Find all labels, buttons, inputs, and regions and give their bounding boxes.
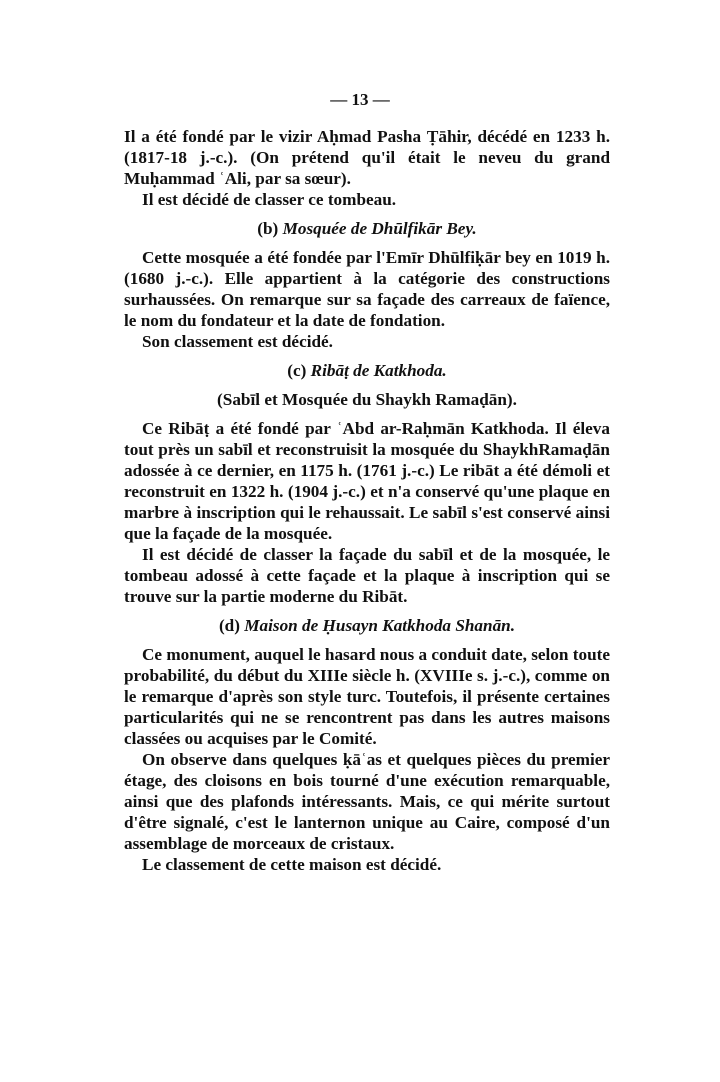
paragraph-mosque-decision: Son classement est décidé.: [142, 332, 333, 351]
body-text: [124, 126, 610, 875]
section-subheading-c: (Sabīl et Mosquée du Shaykh Ramaḍān).: [217, 390, 517, 409]
paragraph-house-dating: Ce monument, auquel le hasard nous a conduit date, selon toute probabilité, du début du XIIIe siècle h. (XVIIIe s. j.-c.), comme on le remarque d'après son style turc. Toutefois, il présente certaines particularités qui ne se rencontrent pas dans les autres maisons classées ou acquises par le Comité.: [124, 645, 610, 748]
section-title-d: Maison de Ḥusayn Katkhoda Shanān.: [244, 616, 516, 635]
paragraph-house-decision: Le classement de cette maison est décidé.: [142, 855, 442, 874]
paragraph-mosque-description: Cette mosquée a été fondée par l'Emīr Dhūlfiḳār bey en 1019 h. (1680 j.-c.). Elle appartient à la catégorie des constructions surhaussées. On remarque sur sa façade des carreaux de faïence, le nom du fondateur et la date de fondation.: [124, 248, 610, 330]
paragraph-ribat-decision: Il est décidé de classer la façade du sabīl et de la mosquée, le tombeau adossé à cette façade et la plaque à inscription qui se trouve sur la partie moderne du Ribāt.: [124, 545, 610, 606]
section-marker-c: (c): [287, 361, 307, 380]
paragraph-ribat-history: Ce Ribāṭ a été fondé par ʿAbd ar-Raḥmān Katkhoda. Il éleva tout près un sabīl et reconstruisit la mosquée du ShaykhRamaḍān adossée à ce dernier, en 1175 h. (1761 j.-c.) Le ribāt a été démoli et reconstruit en 1322 h. (1904 j.-c.) et n'a conservé qu'une plaque en marbre à inscription qui le rehaussait. Le sabīl s'est conservé ainsi que la façade de la mosquée.: [124, 419, 610, 543]
section-marker-b: (b): [257, 219, 279, 238]
page-number: — 13 —: [330, 90, 390, 109]
section-heading-c: [124, 360, 610, 381]
paragraph-tomb-decision: Il est décidé de classer ce tombeau.: [142, 190, 397, 209]
paragraph-house-features: On observe dans quelques ḳāʿas et quelques pièces du premier étage, des cloisons en bois tourné d'une exécution remarquable, ainsi que des plafonds intéressants. Mais, ce qui mérite surtout d'être signalé, c'est le lanternon unique au Caire, composé d'un assemblage de morceaux de cristaux.: [124, 750, 610, 853]
section-title-c: Ribāṭ de Katkhoda.: [310, 361, 447, 380]
paragraph-tomb-founding: Il a été fondé par le vizir Aḥmad Pasha Ṭāhir, décédé en 1233 h. (1817-18 j.-c.). (On prétend qu'il était le neveu du grand Muḥammad ʿAli, par sa sœur).: [124, 127, 610, 188]
section-title-b: Mosquée de Dhūlfikār Bey.: [282, 219, 477, 238]
section-marker-d: (d): [218, 616, 240, 635]
section-heading-b: [124, 218, 610, 239]
section-heading-d: [124, 615, 610, 636]
